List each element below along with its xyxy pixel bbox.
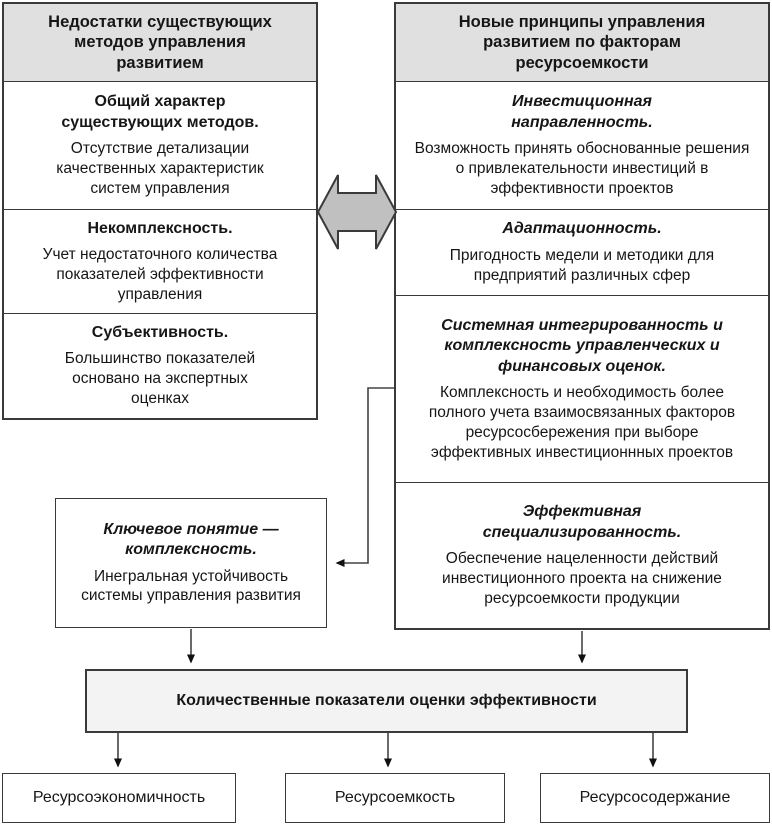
bottom-box-resource-economy: [2, 773, 236, 823]
left-column: [2, 2, 318, 420]
left-section-general-character: [4, 82, 316, 209]
left-section-subjectivity: [4, 313, 316, 418]
bottom-box-resource-content: [540, 773, 770, 823]
section-body: Отсутствие детализации качественных характеристик систем управления: [56, 140, 264, 197]
quantitative-indicators-label: Количественные показатели оценки эффективности: [176, 692, 597, 709]
section-title: Системная интегрированность и комплексность управленческих и финансовых оценок.: [441, 316, 723, 375]
right-section-effective-specialization: [396, 482, 768, 628]
bottom-box-resource-intensity: [285, 773, 505, 823]
bottom-box-label: Ресурсоэкономичность: [32, 789, 206, 806]
bottom-box-label: Ресурсоемкость: [334, 789, 456, 806]
section-title: Некомплексность.: [87, 219, 233, 237]
right-section-investment: [396, 82, 768, 209]
right-column: [394, 2, 770, 630]
section-body: Учет недостаточного количества показателей эффективности управления: [42, 245, 278, 303]
left-column-header: [4, 4, 316, 82]
section-title: Инвестиционная направленность.: [511, 93, 653, 131]
right-section-adaptability: [396, 209, 768, 295]
key-concept-title: Ключевое понятие — комплексность.: [103, 520, 279, 559]
section-title: Общий характер существующих методов.: [61, 93, 259, 131]
section-body: Обеспечение нацеленности действий инвестиционного проекта на снижение ресурсоемкости продукции: [442, 550, 722, 607]
section-title: Субъективность.: [91, 324, 229, 342]
section-title: Адаптационность.: [502, 220, 662, 238]
right-column-header: [396, 4, 768, 82]
connector-right-to-key-concept: [337, 388, 394, 563]
quantitative-indicators-bar: [85, 669, 688, 733]
section-title: Эффективная специализированность.: [482, 503, 682, 541]
columns-double-arrow-icon: [318, 175, 396, 249]
section-body: Пригодность медели и методики для предприятий различных сфер: [449, 246, 715, 284]
section-body: Большинство показателей основано на экспертных оценках: [64, 350, 256, 408]
bottom-box-label: Ресурсосодержание: [579, 789, 731, 806]
left-column-header-label: Недостатки существующих методов управления развитием: [48, 12, 272, 72]
right-section-system-integration: [396, 295, 768, 482]
key-concept-box: [55, 498, 327, 628]
section-body: Возможность принять обоснованные решения о привлекательности инвестиций в эффективности проектов: [414, 140, 750, 197]
key-concept-body: Инегральная устойчивость системы управления развития: [81, 567, 301, 605]
left-section-noncomplexity: [4, 209, 316, 313]
section-body: Комплексность и необходимость более полного учета взаимосвязанных факторов ресурсосбережения при выборе эффективных инвестиционнных проектов: [428, 384, 736, 461]
right-column-header-label: Новые принципы управления развитием по факторам ресурсоемкости: [458, 12, 706, 72]
